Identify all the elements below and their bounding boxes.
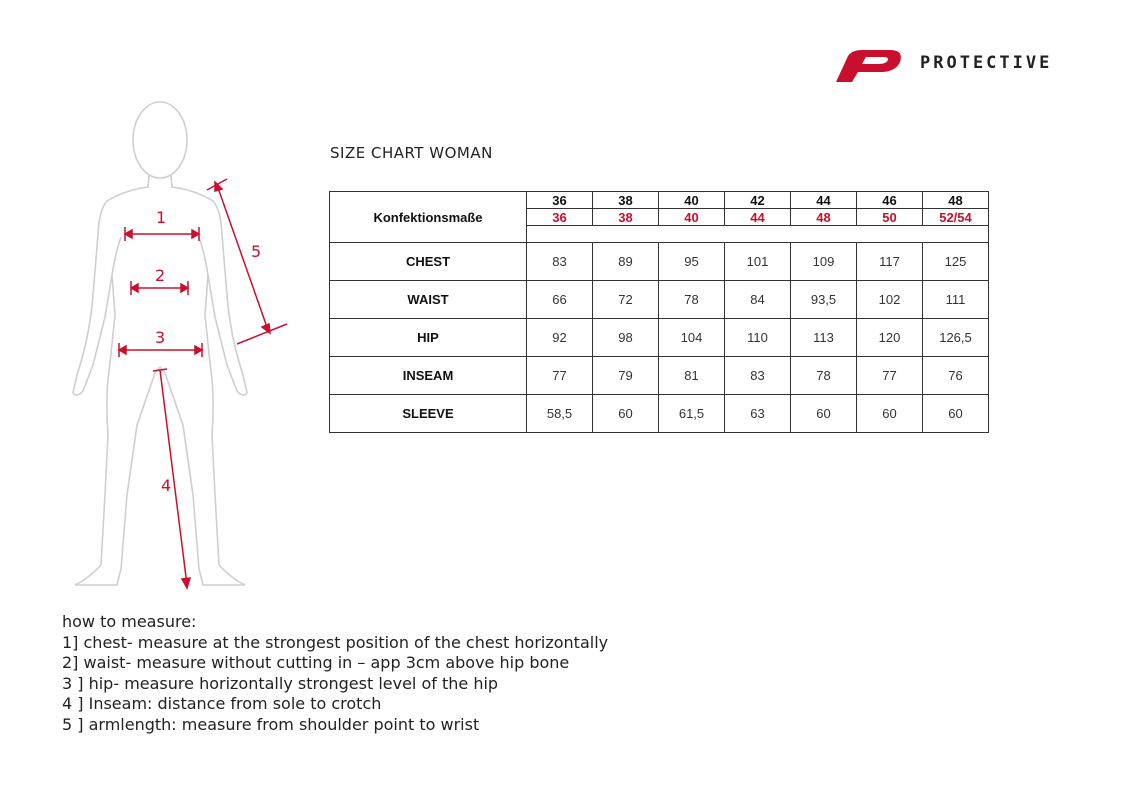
table-cell: 126,5 (923, 319, 989, 357)
brand-name: PROTECTIVE (920, 53, 1053, 73)
table-cell: 83 (527, 243, 593, 281)
table-cell: 113 (791, 319, 857, 357)
table-cell: 79 (593, 357, 659, 395)
table-cell: 60 (923, 395, 989, 433)
table-cell: 63 (725, 395, 791, 433)
table-cell: 60 (593, 395, 659, 433)
table-cell: 93,5 (791, 281, 857, 319)
measure-label-3: 3 (155, 328, 166, 347)
table-cell: 77 (527, 357, 593, 395)
table-cell: 78 (659, 281, 725, 319)
measure-label-5: 5 (251, 242, 262, 261)
konfektion-size-cell: 36 (527, 209, 593, 226)
measure-label-1: 1 (156, 208, 167, 227)
table-cell: 98 (593, 319, 659, 357)
table-cell: 111 (923, 281, 989, 319)
konfektion-size-cell: 48 (791, 209, 857, 226)
table-cell: 95 (659, 243, 725, 281)
table-cell: 109 (791, 243, 857, 281)
table-cell: 76 (923, 357, 989, 395)
table-cell: 120 (857, 319, 923, 357)
konfektion-label: Konfektionsmaße (330, 192, 527, 243)
table-cell: 101 (725, 243, 791, 281)
table-row (330, 243, 989, 281)
table-cell: 60 (791, 395, 857, 433)
howto-heading: how to measure: (62, 612, 197, 631)
measure-label-2: 2 (155, 266, 166, 285)
size-header-cell: 42 (725, 192, 791, 209)
size-header-cell: 48 (923, 192, 989, 209)
table-row (330, 281, 989, 319)
brand-logo (828, 48, 1103, 84)
size-header-cell: 46 (857, 192, 923, 209)
table-cell: 102 (857, 281, 923, 319)
table-cell: 92 (527, 319, 593, 357)
table-cell: 66 (527, 281, 593, 319)
page-title: SIZE CHART WOMAN (330, 144, 493, 162)
blank-header-row (527, 226, 989, 243)
table-row (330, 357, 989, 395)
measurement-lines (119, 179, 287, 588)
table-cell: 117 (857, 243, 923, 281)
table-cell: 110 (725, 319, 791, 357)
table-cell: 61,5 (659, 395, 725, 433)
konfektion-size-cell: 38 (593, 209, 659, 226)
howto-line: 4 ] Inseam: distance from sole to crotch (62, 694, 382, 714)
row-label: INSEAM (330, 357, 527, 395)
table-cell: 89 (593, 243, 659, 281)
table-cell: 77 (857, 357, 923, 395)
konfektion-size-cell: 52/54 (923, 209, 989, 226)
howto-line: 5 ] armlength: measure from shoulder point to wrist (62, 714, 480, 734)
table-cell: 58,5 (527, 395, 593, 433)
konfektion-size-cell: 40 (659, 209, 725, 226)
table-cell: 83 (725, 357, 791, 395)
size-header-cell: 44 (791, 192, 857, 209)
howto-line: 1] chest- measure at the strongest position of the chest horizontally (62, 632, 609, 652)
table-cell: 84 (725, 281, 791, 319)
table-cell: 104 (659, 319, 725, 357)
protective-logo-icon (828, 48, 908, 84)
konfektion-size-cell: 44 (725, 209, 791, 226)
table-cell: 125 (923, 243, 989, 281)
table-cell: 81 (659, 357, 725, 395)
konfektion-size-cell: 50 (857, 209, 923, 226)
size-chart-table (329, 191, 989, 433)
table-cell: 60 (857, 395, 923, 433)
table-cell: 72 (593, 281, 659, 319)
body-measurement-figure (55, 95, 305, 595)
size-header-cell: 40 (659, 192, 725, 209)
size-header-cell: 38 (593, 192, 659, 209)
how-to-measure (62, 612, 608, 736)
size-header-cell: 36 (527, 192, 593, 209)
row-label: WAIST (330, 281, 527, 319)
measure-label-4: 4 (161, 476, 172, 495)
row-label: HIP (330, 319, 527, 357)
howto-line: 3 ] hip- measure horizontally strongest level of the hip (62, 673, 499, 693)
table-row (330, 319, 989, 357)
table-cell: 78 (791, 357, 857, 395)
howto-line: 2] waist- measure without cutting in – app 3cm above hip bone (62, 653, 570, 673)
row-label: CHEST (330, 243, 527, 281)
table-row (330, 395, 989, 433)
row-label: SLEEVE (330, 395, 527, 433)
